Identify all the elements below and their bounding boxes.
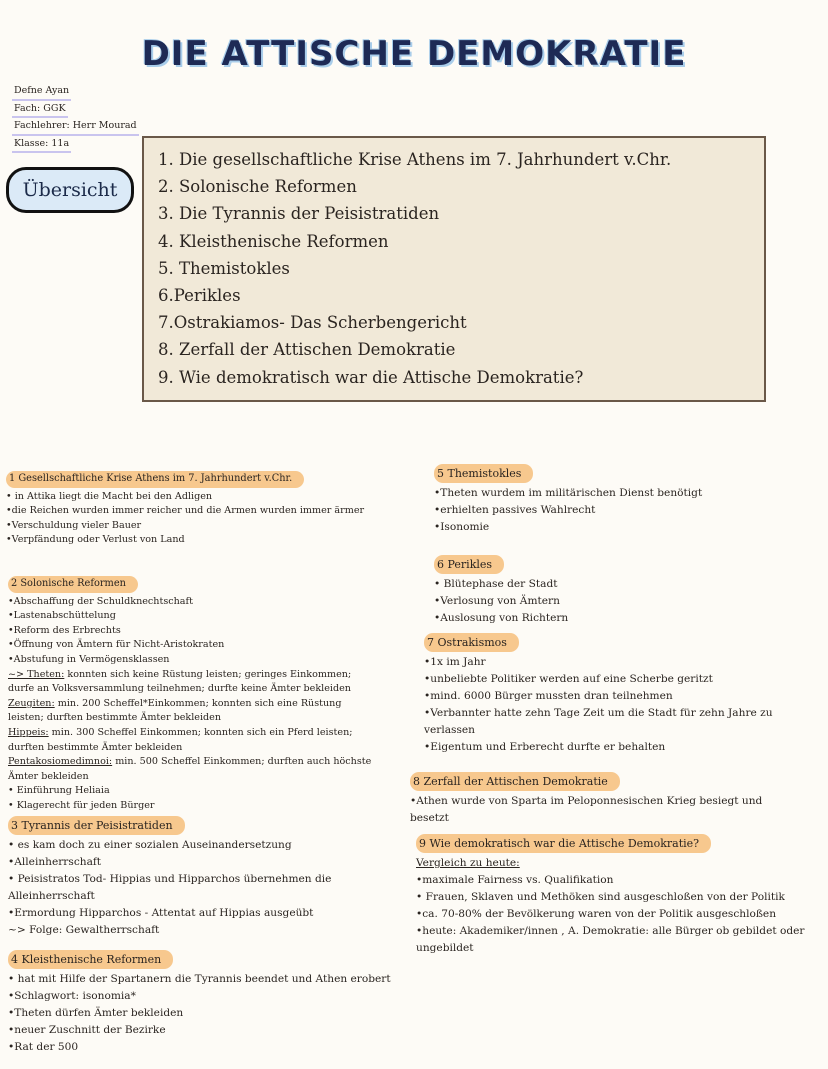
list-item: •Lastenabschüttelung <box>8 610 116 622</box>
class-label: Pentakosiomedimnoi: <box>8 756 113 768</box>
section-heading: 6 Perikles <box>434 555 504 574</box>
section-8 <box>410 772 802 827</box>
list-item: •neuer Zuschnitt der Bezirke <box>8 1024 166 1036</box>
class-text: konnten sich keine Rüstung leisten; geringes Einkommen; durfe an Volksversammlung teilnehmen; durfte keine Ämter bekleiden <box>8 668 352 695</box>
list-item: •Rat der 500 <box>8 1041 79 1053</box>
list-item: •ca. 70-80% der Bevölkerung waren von der Politik ausgeschloßen <box>416 908 777 920</box>
section-2 <box>8 576 380 814</box>
list-item <box>8 726 380 755</box>
toc-item: 7.Ostrakiamos- Das Scherbengericht <box>158 313 467 333</box>
list-item: •Athen wurde von Sparta im Peloponnesischen Krieg besiegt und besetzt <box>410 795 763 824</box>
class-label: ~> Theten: <box>8 668 65 680</box>
section-4 <box>8 950 418 1056</box>
class-label: Zeugiten: <box>8 697 55 709</box>
list-item: • Klagerecht für jeden Bürger <box>8 799 155 811</box>
teacher: Fachlehrer: Herr Mourad <box>12 119 139 136</box>
class-text: min. 200 Scheffel*Einkommen; konnten sich eine Rüstung leisten; durften bestimmte Ämter bekleiden <box>8 697 342 724</box>
list-item: • Blütephase der Stadt <box>434 578 558 590</box>
section-heading: 1 Gesellschaftliche Krise Athens im 7. Jahrhundert v.Chr. <box>6 471 304 488</box>
list-item: •Ermordung Hipparchos - Attentat auf Hippias ausgeübt <box>8 907 314 919</box>
list-item: •Isonomie <box>434 521 490 533</box>
section-7 <box>424 633 816 756</box>
toc-item: 9. Wie demokratisch war die Attische Demokratie? <box>158 367 584 387</box>
list-item: •erhielten passives Wahlrecht <box>434 504 596 516</box>
section-heading: 7 Ostrakismos <box>424 633 519 652</box>
section-heading: 4 Kleisthenische Reformen <box>8 950 173 969</box>
toc-item: 1. Die gesellschaftliche Krise Athens im 7. Jahrhundert v.Chr. <box>158 150 672 169</box>
author-name: Defne Ayan <box>12 84 71 101</box>
subject: Fach: GGK <box>12 102 68 119</box>
author-info <box>12 84 139 154</box>
list-item: •Auslosung von Richtern <box>434 612 569 624</box>
section-heading: 9 Wie demokratisch war die Attische Demokratie? <box>416 834 711 853</box>
page-title: DIE ATTISCHE DEMOKRATIE <box>141 34 687 74</box>
class-text: min. 300 Scheffel Einkommen; konnten sich ein Pferd leisten; durften bestimmte Ämter bekleiden <box>8 726 353 753</box>
list-item: •Verpfändung oder Verlust von Land <box>6 534 185 546</box>
list-item: •Abstufung in Vermögensklassen <box>8 653 170 665</box>
list-item: •Schlagwort: isonomia* <box>8 990 136 1002</box>
toc-item: 6.Perikles <box>158 286 241 306</box>
section-heading: 5 Themistokles <box>434 464 533 483</box>
class: Klasse: 11a <box>12 137 71 154</box>
section-6 <box>434 555 814 627</box>
toc-item: 4. Kleisthenische Reformen <box>158 231 389 251</box>
list-item: •Verbannter hatte zehn Tage Zeit um die Stadt für zehn Jahre zu verlassen <box>424 707 773 736</box>
list-item: •Verschuldung vieler Bauer <box>6 519 142 531</box>
list-item: •Alleinherrschaft <box>8 856 102 868</box>
section-1 <box>6 471 406 548</box>
list-item: •mind. 6000 Bürger mussten dran teilnehmen <box>424 690 673 702</box>
table-of-contents <box>142 136 766 402</box>
toc-item: 2. Solonische Reformen <box>158 177 357 197</box>
class-label: Hippeis: <box>8 726 49 738</box>
list-item: •Verlosung von Ämtern <box>434 595 560 607</box>
list-item: •Eigentum und Erberecht durfte er behalten <box>424 741 666 753</box>
toc-item: 3. Die Tyrannis der Peisistratiden <box>158 204 440 224</box>
section-heading: 2 Solonische Reformen <box>8 576 138 593</box>
toc-item: 5. Themistokles <box>158 258 290 278</box>
list-item <box>8 697 380 726</box>
section-heading: 3 Tyrannis der Peisistratiden <box>8 816 185 835</box>
list-item: •Theten dürfen Ämter bekleiden <box>8 1007 184 1019</box>
list-item: •Theten wurdem im militärischen Dienst benötigt <box>434 487 703 499</box>
section-9 <box>416 834 824 957</box>
list-item: • hat mit Hilfe der Spartanern die Tyrannis beendet und Athen erobert <box>8 973 391 985</box>
list-item: • es kam doch zu einer sozialen Auseinandersetzung <box>8 839 292 851</box>
list-item <box>8 755 380 784</box>
list-item: • Peisistratos Tod- Hippias und Hipparchos übernehmen die Alleinherrschaft <box>8 873 332 902</box>
list-item: •Reform des Erbrechts <box>8 624 121 636</box>
toc-item: 8. Zerfall der Attischen Demokratie <box>158 340 456 360</box>
section-5 <box>434 464 814 536</box>
list-item <box>8 668 380 697</box>
list-item: • in Attika liegt die Macht bei den Adligen <box>6 490 213 502</box>
section-heading: 8 Zerfall der Attischen Demokratie <box>410 772 620 791</box>
list-item: • Frauen, Sklaven und Methöken sind ausgeschloßen von der Politik <box>416 891 785 903</box>
list-item: •heute: Akademiker/innen , A. Demokratie: alle Bürger ob gebildet oder ungebildet <box>416 925 805 954</box>
list-item: •Abschaffung der Schuldknechtschaft <box>8 595 193 607</box>
list-item: •1x im Jahr <box>424 656 486 668</box>
overview-badge: Übersicht <box>6 167 134 213</box>
section-3 <box>8 816 348 939</box>
class-text: min. 500 Scheffel Einkommen; durften auch höchste Ämter bekleiden <box>8 756 372 782</box>
list-item: •unbeliebte Politiker werden auf eine Scherbe geritzt <box>424 673 713 685</box>
list-item: ~> Folge: Gewaltherrschaft <box>8 924 160 936</box>
subheading: Vergleich zu heute: <box>416 857 520 869</box>
list-item: •maximale Fairness vs. Qualifikation <box>416 874 614 886</box>
list-item: • Einführung Heliaia <box>8 785 110 797</box>
list-item: •die Reichen wurden immer reicher und die Armen wurden immer ärmer <box>6 505 365 517</box>
list-item: •Öffnung von Ämtern für Nicht-Aristokraten <box>8 639 225 651</box>
